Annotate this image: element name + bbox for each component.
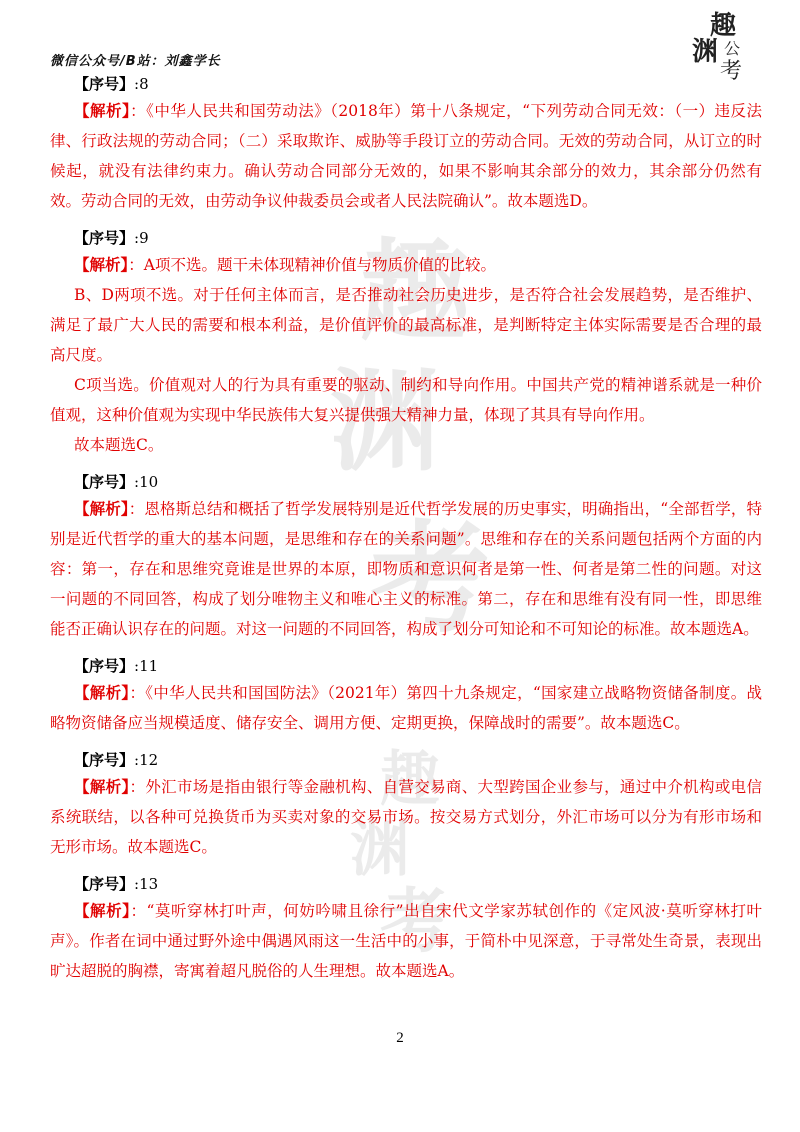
publisher-logo xyxy=(690,8,770,80)
analysis-text: 【解析】：《中华人民共和国国防法》（2021年）第四十九条规定，“国家建立战略物资储备制度。战略物资储备应当规模适度、储存安全、调用方便、定期更换，保障战时的需要”。故本题选C。 xyxy=(50,683,762,732)
entry-9 xyxy=(50,226,762,460)
analysis-text: 【解析】：A项不选。题干未体现精神价值与物质价值的比较。 xyxy=(74,255,496,274)
entry-10 xyxy=(50,470,762,644)
seq-heading: 【序号】:12 xyxy=(74,751,159,769)
analysis-text: 【解析】：《中华人民共和国劳动法》（2018年）第十八条规定，“下列劳动合同无效：（一）违反法律、行政法规的劳动合同；（二）采取欺诈、威胁等手段订立的劳动合同。无效的劳动合同，从订立的时候起，就没有法律约束力。确认劳动合同部分无效的，如果不影响其余部分的效力，其余部分仍然有效。劳动合同的无效，由劳动争议仲裁委员会或者人民法院确认”。故本题选D。 xyxy=(50,101,762,210)
analysis-text: 【解析】：“莫听穿林打叶声，何妨吟啸且徐行”出自宋代文学家苏轼创作的《定风波·莫听穿林打叶声》。作者在词中通过野外途中偶遇风雨这一生活中的小事，于简朴中见深意，于寻常处生奇景，表现出旷达超脱的胸襟，寄寓着超凡脱俗的人生理想。故本题选A。 xyxy=(50,901,762,980)
answer-explanations xyxy=(50,72,762,996)
page-number: 2 xyxy=(396,1030,404,1046)
analysis-conclusion: 故本题选C。 xyxy=(74,436,164,454)
svg-text:考: 考 xyxy=(380,879,450,960)
seq-heading: 【序号】:9 xyxy=(74,229,149,247)
logo-char-1: 趣 xyxy=(710,11,737,41)
entry-13 xyxy=(50,872,762,986)
svg-text:渊: 渊 xyxy=(350,815,410,885)
svg-text:趣: 趣 xyxy=(360,227,470,356)
analysis-paragraph: C项当选。价值观对人的行为具有重要的驱动、制约和导向作用。中国共产党的精神谱系就是一种价值观，这种价值观为实现中华民族伟大复兴提供强大精神力量，体现了其具有导向作用。 xyxy=(50,376,762,424)
header-note: 微信公众号/B站：刘鑫学长 xyxy=(50,54,221,69)
entry-11 xyxy=(50,654,762,738)
svg-text:趣: 趣 xyxy=(380,745,440,815)
seq-heading: 【序号】:10 xyxy=(74,473,159,491)
logo-char-2: 渊 xyxy=(692,37,719,67)
seq-heading: 【序号】:8 xyxy=(74,75,149,93)
analysis-paragraph: B、D两项不选。对于任何主体而言，是否推动社会历史进步，是否符合社会发展趋势，是否维护、满足了最广大人民的需要和根本利益，是价值评价的最高标准，是判断特定主体实际需要是否合理的最高尺度。 xyxy=(50,286,762,364)
seq-heading: 【序号】:11 xyxy=(74,657,159,675)
svg-text:考: 考 xyxy=(370,508,490,649)
logo-char-4: 考 xyxy=(720,59,743,80)
analysis-text: 【解析】：恩格斯总结和概括了哲学发展特别是近代哲学发展的历史事实，明确指出，“全部哲学，特别是近代哲学的重大的基本问题，是思维和存在的关系问题”。思维和存在的关系问题包括两个方面的内容：第一，存在和思维究竟谁是世界的本原，即物质和意识何者是第一性、何者是第二性的问题。对这一问题的不同回答，构成了划分唯物主义和唯心主义的标准。第二，存在和思维有没有同一性，即思维能否正确认识存在的问题。对这一问题的不同回答，构成了划分可知论和不可知论的标准。故本题选A。 xyxy=(50,499,762,638)
entry-8 xyxy=(50,72,762,216)
svg-text:渊: 渊 xyxy=(330,357,440,486)
logo-char-3: 公 xyxy=(724,39,741,58)
analysis-text: 【解析】：外汇市场是指由银行等金融机构、自营交易商、大型跨国企业参与，通过中介机构或电信系统联结，以各种可兑换货币为买卖对象的交易市场。按交易方式划分，外汇市场可以分为有形市场和无形市场。故本题选C。 xyxy=(50,777,762,856)
seq-heading: 【序号】:13 xyxy=(74,875,159,893)
entry-12 xyxy=(50,748,762,862)
